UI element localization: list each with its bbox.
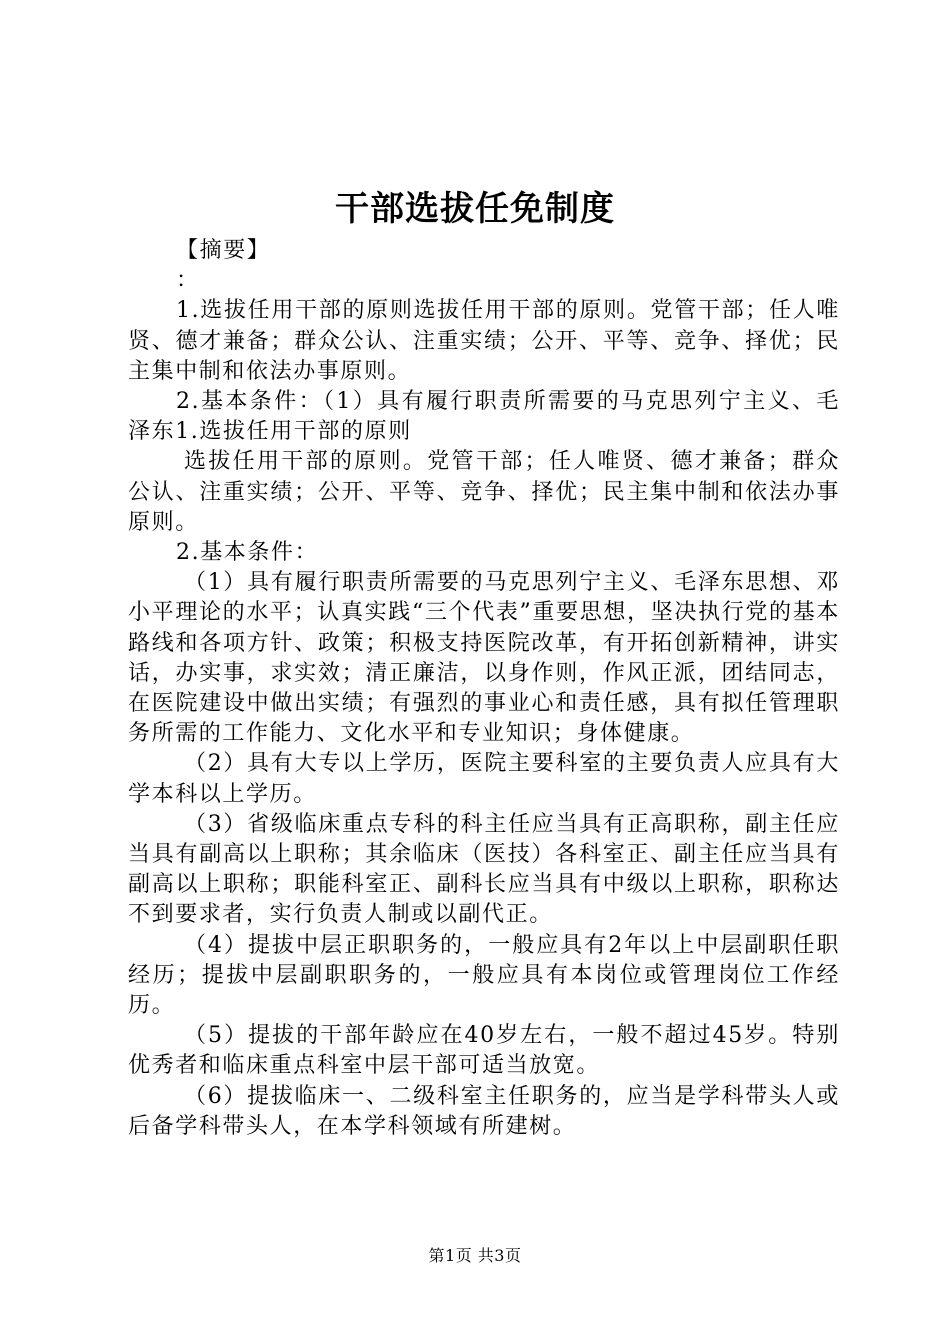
paragraph-condition-6: （6）提拔临床一、二级科室主任职务的，应当是学科带头人或后备学科带头人，在本学科领域有所建树。 [128,1083,840,1139]
paragraph-conditions-summary: 2.基本条件：（1）具有履行职责所需要的马克思列宁主义、毛泽东1.选拔任用干部的原则 [128,389,840,445]
paragraph-principles: 选拔任用干部的原则。党管干部；任人唯贤、德才兼备；群众公认、注重实绩；公开、平等、竞争、择优；民主集中制和依法办事原则。 [128,449,840,535]
paragraph-conditions-heading: 2.基本条件： [176,540,319,566]
document-body [128,236,840,1142]
page-footer: 第1页 共3页 [428,1246,522,1265]
document-title: 干部选拔任免制度 [335,189,615,229]
paragraph-principles-summary: 1.选拔任用干部的原则选拔任用干部的原则。党管干部；任人唯贤、德才兼备；群众公认、注重实绩；公开、平等、竞争、择优；民主集中制和依法办事原则。 [128,298,840,384]
paragraph-condition-3: （3）省级临床重点专科的科主任应当具有正高职称，副主任应当具有副高以上职称；其余临床（医技）各科室正、副主任应当具有副高以上职称；职能科室正、副科长应当具有中级以上职称，职称达不到要求者，实行负责人制或以副代正。 [128,811,840,928]
paragraph-condition-5: （5）提拔的干部年龄应在40岁左右，一般不超过45岁。特别优秀者和临床重点科室中层干部可适当放宽。 [128,1023,840,1079]
paragraph-abstract-label: 【摘要】 [176,238,271,263]
paragraph-condition-1: （1）具有履行职责所需要的马克思列宁主义、毛泽东思想、邓小平理论的水平；认真实践“三个代表”重要思想，坚决执行党的基本路线和各项方针、政策；积极支持医院改革，有开拓创新精神，讲实话，办实事，求实效；清正廉洁，以身作则，作风正派，团结同志，在医院建设中做出实绩；有强烈的事业心和责任感，具有拟任管理职务所需的工作能力、文化水平和专业知识；身体健康。 [128,570,840,747]
paragraph-condition-4: （4）提拔中层正职职务的，一般应具有2年以上中层副职任职经历；提拔中层副职职务的，一般应具有本岗位或管理岗位工作经历。 [128,932,840,1019]
paragraph-colon: ： [176,268,200,294]
paragraph-condition-2: （2）具有大专以上学历，医院主要科室的主要负责人应具有大学本科以上学历。 [128,751,840,807]
